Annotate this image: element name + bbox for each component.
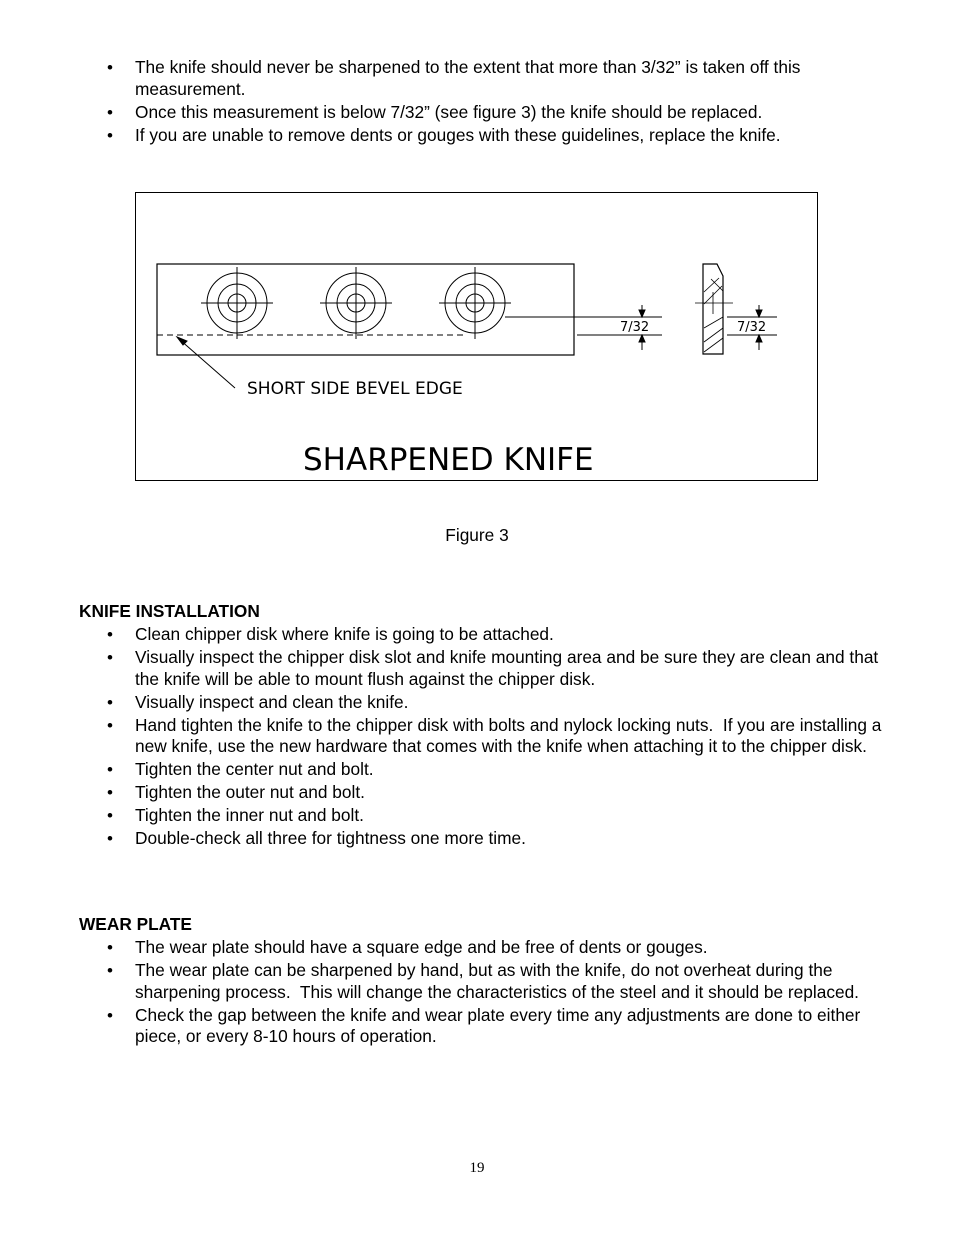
bevel-edge-label: SHORT SIDE BEVEL EDGE [247,379,463,399]
list-item: • The wear plate can be sharpened by hand, but as with the knife, do not overheat during the sharpening process. This will change the characteristics of the steel and it should be replaced. [0,960,954,1003]
figure-caption: Figure 3 [445,525,509,545]
page-number: 19 [469,1160,485,1176]
list-item: • Visually inspect the chipper disk slot and knife mounting area and be sure they are clean and that the knife will be able to mount flush against the chipper disk. [0,647,954,690]
list-item: • Tighten the center nut and bolt. [0,759,954,781]
side-dimension-label: 7/32 [737,320,767,335]
figure-title: SHARPENED KNIFE [303,442,594,478]
sharpened-knife-figure [135,192,818,481]
list-item: • Check the gap between the knife and wear plate every time any adjustments are done to either piece, or every 8-10 hours of operation. [0,1005,954,1048]
list-item: • The wear plate should have a square edge and be free of dents or gouges. [0,937,954,959]
knife-side-view [695,264,733,354]
front-dimension-label: 7/32 [620,320,650,335]
list-item: • Hand tighten the knife to the chipper disk with bolts and nylock locking nuts. If you are installing a new knife, use the new hardware that comes with the knife when attaching it to the chipper disk. [0,715,954,758]
figure-frame [136,193,818,481]
list-item: • Once this measurement is below 7/32” (see figure 3) the knife should be replaced. [0,102,954,124]
list-item: • Visually inspect and clean the knife. [0,692,954,714]
bolt-hole-1 [201,267,273,339]
bolt-hole-2 [320,267,392,339]
list-item: • Clean chipper disk where knife is going to be attached. [0,624,954,646]
wear-plate-list [0,937,954,1049]
list-item: • Tighten the outer nut and bolt. [0,782,954,804]
bevel-leader-arrow [177,337,235,388]
top-bullet-list [0,57,954,148]
list-item: • Tighten the inner nut and bolt. [0,805,954,827]
wear-plate-heading: WEAR PLATE [79,914,192,934]
knife-installation-heading: KNIFE INSTALLATION [79,601,260,621]
list-item: • The knife should never be sharpened to the extent that more than 3/32” is taken off this measurement. [0,57,954,100]
bolt-hole-3 [439,267,511,339]
knife-installation-list [0,624,954,851]
list-item: • Double-check all three for tightness one more time. [0,828,954,850]
list-item: • If you are unable to remove dents or gouges with these guidelines, replace the knife. [0,125,954,147]
